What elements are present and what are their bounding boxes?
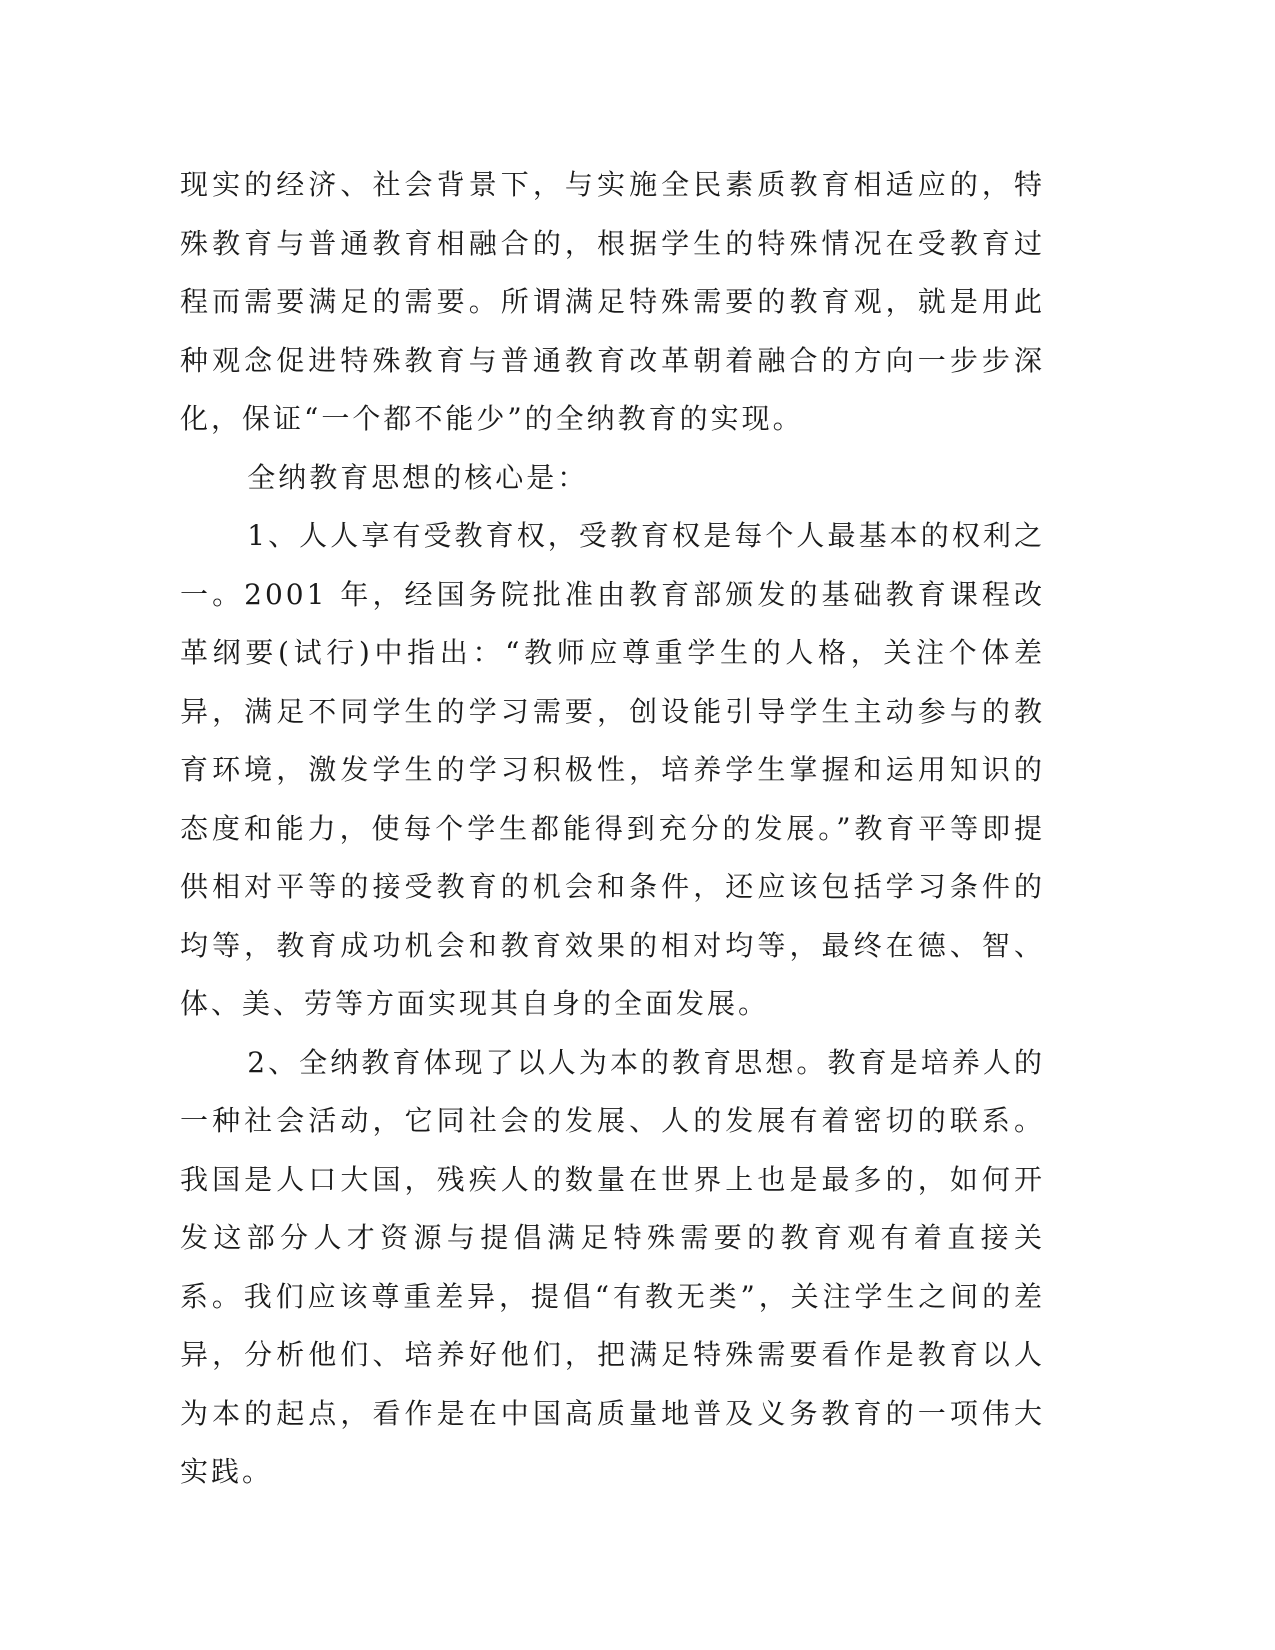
document-body (180, 156, 1045, 1502)
paragraph-point-1: 1、人人享有受教育权，受教育权是每个人最基本的权利之一。2001 年，经国务院批准由教育部颁发的基础教育课程改革纲要(试行)中指出：“教师应尊重学生的人格，关注个体差异，满足不同学生的学习需要，创设能引导学生主动参与的教育环境，激发学生的学习积极性，培养学生掌握和运用知识的态度和能力，使每个学生都能得到充分的发展。”教育平等即提供相对平等的接受教育的机会和条件，还应该包括学习条件的均等，教育成功机会和教育效果的相对均等，最终在德、智、体、美、劳等方面实现其自身的全面发展。 (180, 519, 1045, 1020)
paragraph-core-intro: 全纳教育思想的核心是： (247, 460, 589, 494)
paragraph-point-2: 2、全纳教育体现了以人为本的教育思想。教育是培养人的一种社会活动，它同社会的发展、人的发展有着密切的联系。我国是人口大国，残疾人的数量在世界上也是最多的，如何开发这部分人才资源与提倡满足特殊需要的教育观有着直接关系。我们应该尊重差异，提倡“有教无类”，关注学生之间的差异，分析他们、培养好他们，把满足特殊需要看作是教育以人为本的起点，看作是在中国高质量地普及义务教育的一项伟大实践。 (180, 1045, 1045, 1488)
paragraph-continuation: 现实的经济、社会背景下，与实施全民素质教育相适应的，特殊教育与普通教育相融合的，根据学生的特殊情况在受教育过程而需要满足的需要。所谓满足特殊需要的教育观，就是用此种观念促进特殊教育与普通教育改革朝着融合的方向一步步深化，保证“一个都不能少”的全纳教育的实现。 (180, 168, 1045, 435)
